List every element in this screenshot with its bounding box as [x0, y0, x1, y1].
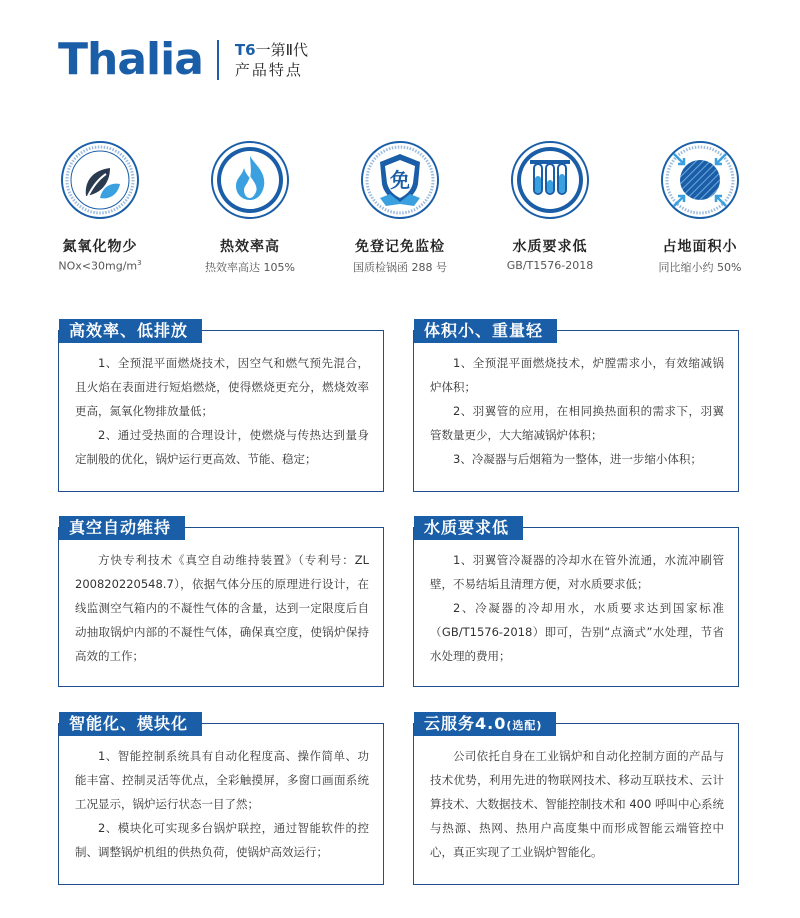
section-body: 公司依托自身在工业锅炉和自动化控制方面的产品与技术优势，利用先进的物联网技术、移动互联技术、云计算技术、大数据技术、智能控制技术和 400 呼叫中心系统与热源、热网、热用户高度集中而形成智能云端管控中心，真正实现了工业锅炉智能化。 — [430, 749, 724, 859]
feature-title: 占地面积小 — [662, 239, 738, 255]
section-body: 方快专利技术《真空自动维持装置》（专利号：ZL 200820220548.7），依据气体分压的原理进行设计，在线监测空气箱内的不凝性气体的含量，达到一定限度后自动抽取锅炉内部的不凝性气体，确保真空度，使锅炉保持高效的工作； — [75, 553, 369, 663]
section-body: 1、全预混平面燃烧技术，因空气和燃气预先混合，且火焰在表面进行短焰燃烧，使得燃烧更充分，燃烧效率更高，氮氧化物排放量低； 2、通过受热面的合理设计，使燃烧与传热达到量身定制般的优化，锅炉运行更高效、节能、稳定； — [75, 356, 369, 466]
section-title: 智能化、模块化 — [59, 712, 202, 736]
shield-badge-icon — [360, 140, 440, 220]
section-title: 高效率、低排放 — [59, 319, 202, 343]
feature-title: 免登记免监检 — [355, 239, 445, 255]
section-intelligent — [58, 714, 384, 885]
compress-circle-icon — [660, 140, 740, 220]
header-subtitle-block — [235, 40, 308, 80]
section-title: 水质要求低 — [414, 516, 523, 540]
section-body: 1、智能控制系统具有自动化程度高、操作简单、功能丰富、控制灵活等优点，全彩触摸屏，多窗口画面系统工况显示，锅炉运行状态一目了然； 2、模块化可实现多台锅炉联控，通过智能软件的控制、调整锅炉机组的供热负荷，使锅炉高效运行； — [75, 749, 369, 859]
feature-low-nox — [30, 140, 170, 273]
section-title: 云服务4.0(选配) — [414, 712, 556, 736]
feature-title: 水质要求低 — [512, 239, 588, 255]
header — [58, 34, 308, 85]
page-subtitle: 产品特点 — [234, 61, 303, 79]
section-high-efficiency — [58, 321, 384, 492]
model-name: T6 — [234, 41, 256, 59]
section-title: 真空自动维持 — [59, 516, 185, 540]
feature-subtitle: GB/T1576-2018 — [506, 259, 594, 272]
section-cloud — [413, 714, 739, 885]
optional-note: (选配) — [506, 719, 543, 732]
features-row — [30, 140, 770, 280]
header-divider — [217, 40, 219, 80]
feature-subtitle: 同比缩小约 50% — [658, 261, 742, 274]
leaf-icon — [60, 140, 140, 220]
feature-exempt-registration — [330, 140, 470, 275]
feature-high-efficiency — [180, 140, 320, 275]
feature-title: 热效率高 — [220, 239, 280, 255]
flame-icon — [210, 140, 290, 220]
feature-small-footprint — [630, 140, 770, 275]
brand-logo: Thalia — [58, 34, 203, 85]
section-small-size — [413, 321, 739, 492]
section-title: 体积小、重量轻 — [414, 319, 557, 343]
section-vacuum — [58, 518, 384, 687]
svg-text:免: 免 — [390, 168, 410, 192]
feature-title: 氮氧化物少 — [62, 239, 138, 255]
section-body: 1、羽翼管冷凝器的冷却水在管外流通，水流冲刷管壁，不易结垢且清理方便，对水质要求低； 2、冷凝器的冷却用水，水质要求达到国家标准（GB/T1576-2018）即可，告别“点滴式”水处理，节省水处理的费用； — [430, 553, 724, 663]
section-water-quality — [413, 518, 739, 687]
feature-low-water-quality — [480, 140, 620, 272]
feature-subtitle: $NOx<30mg/m^3$ — [58, 259, 142, 273]
feature-subtitle: 国质检锅函 288 号 — [353, 261, 447, 274]
generation-label: 一第Ⅱ代 — [255, 41, 308, 59]
feature-subtitle: 热效率高达 105% — [205, 261, 295, 274]
section-body: 1、全预混平面燃烧技术，炉膛需求小，有效缩减锅炉体积； 2、羽翼管的应用，在相同换热面积的需求下，羽翼管数量更少，大大缩减锅炉体积； 3、冷凝器与后烟箱为一整体，进一步缩小体积； — [430, 356, 724, 466]
test-tubes-icon — [510, 140, 590, 220]
